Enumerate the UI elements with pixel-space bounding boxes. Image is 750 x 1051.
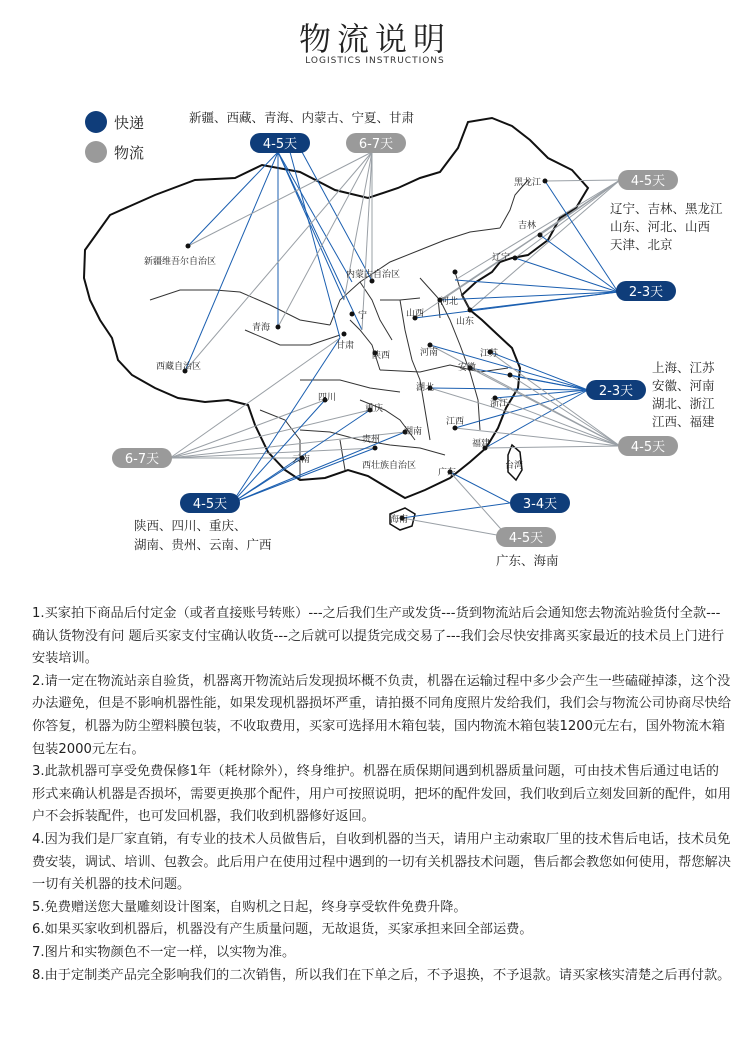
province-ningxia: 宁 [358, 311, 368, 321]
province-xizang: 西藏自治区 [156, 362, 202, 372]
region-southwest-list-1: 陕西、四川、重庆、 [134, 518, 247, 533]
badge-west-freight: 6-7天 [358, 137, 394, 152]
province-jiangsu: 江苏 [480, 349, 499, 359]
legend-freight-label: 物流 [114, 144, 145, 162]
page-title: 物流说明 [298, 20, 451, 58]
province-shandong: 山东 [456, 317, 475, 327]
province-hainan: 海南 [390, 515, 409, 525]
region-east-list-4: 江西、福建 [652, 414, 715, 429]
region-southwest-list-2: 湖南、贵州、云南、广西 [134, 537, 272, 552]
province-guangdong: 广东 [438, 468, 457, 478]
province-yunnan: 云南 [292, 455, 311, 465]
province-hubei: 湖北 [416, 383, 435, 393]
note-item: 8.由于定制类产品完全影响我们的二次销售，所以我们在下单之后，不予退换，不予退款。请买家核实清楚之后再付款。 [32, 967, 731, 983]
province-guangxi: 西壮族自治区 [362, 461, 417, 471]
note-item: 1.买家拍下商品后付定金（或者直接账号转账）---之后我们生产或发货---货到物流站后会通知您去物流站验货付全款---确认货物没有问 题后买家支付宝确认收货---之后就可以提货完成交易了---我们会尽快安排离买家最近的技术员上门进行安装培训。 [32, 606, 725, 667]
province-sichuan: 四川 [318, 393, 337, 403]
province-hunan: 湖南 [404, 427, 423, 437]
legend-freight-dot [85, 141, 107, 163]
province-liaoning: 辽宁 [492, 253, 511, 263]
province-xinjiang: 新疆维吾尔自治区 [144, 257, 217, 267]
region-northeast-list-2: 山东、河北、山西 [610, 219, 711, 234]
province-guizhou: 贵州 [362, 435, 381, 445]
region-east-list-3: 湖北、浙江 [652, 396, 715, 411]
region-northeast-list-1: 辽宁、吉林、黑龙江 [610, 201, 723, 216]
badge-northeast-express: 2-3天 [628, 285, 664, 300]
province-taiwan: 台湾 [505, 461, 524, 471]
note-item: 4.因为我们是厂家直销，有专业的技术人员做售后，自收到机器的当天，请用户主动索取厂里的技术售后电话，技术员免费安装，调试、培训、包教会。此后用户在使用过程中遇到的一切有关机器技术问题，售后都会教您如何使用，帮您解决一切有关机器的技术问题。 [32, 831, 731, 893]
note-item: 3.此款机器可享受免费保修1年（耗材除外），终身维护。机器在质保期间遇到机器质量问题，可由技术售后通过电话的形式来确认机器是否损坏，需要更换那个配件，用户可按照说明，把坏的配件发回，我们收到后立刻发回新的配件，如用户不会拆装配件，也可发回机器，我们收到机器修好返回。 [32, 764, 731, 825]
note-item: 7.图片和实物颜色不一定一样，以实物为准。 [32, 944, 296, 960]
province-jilin: 吉林 [518, 221, 537, 231]
badge-east-express: 2-3天 [598, 384, 634, 399]
region-east-list-1: 上海、江苏 [652, 360, 715, 375]
province-heilongjiang: 黑龙江 [514, 178, 542, 188]
badge-south-express: 3-4天 [522, 497, 558, 512]
province-zhejiang: 浙江 [490, 399, 509, 409]
badge-south-freight: 4-5天 [508, 531, 544, 546]
province-fujian: 福建 [472, 439, 491, 449]
notes-list [32, 603, 732, 987]
province-qinghai: 青海 [252, 323, 271, 333]
china-logistics-map [0, 80, 750, 590]
province-shaanxi: 陕西 [372, 351, 391, 361]
note-item: 2.请一定在物流站亲自验货，机器离开物流站后发现损坏概不负责，机器在运输过程中多少会产生一些磕碰掉漆，这个没办法避免，但是不影响机器性能，如果发现机器损坏严重，请拍摄不同角度照片发给我们，我们会与物流公司协商尽快给你答复，机器为防尘塑料膜包装，不收取费用，买家可选择用木箱包装，国内物流木箱包装1200元左右，国外物流木箱包装2000元左右。 [32, 673, 731, 757]
badge-southwest-freight: 6-7天 [124, 452, 160, 467]
note-item: 6.如果买家收到机器后，机器没有产生质量问题，无故退货，买家承担来回全部运费。 [32, 922, 533, 938]
province-shanxi: 山西 [406, 309, 425, 319]
region-west-list: 新疆、西藏、青海、内蒙古、宁夏、甘肃 [189, 110, 415, 125]
province-chongqing: 重庆 [365, 404, 384, 414]
region-east-list-2: 安徽、河南 [652, 378, 715, 393]
legend-express-label: 快递 [114, 114, 145, 132]
province-gansu: 甘肃 [336, 341, 355, 351]
badge-southwest-express: 4-5天 [192, 497, 228, 512]
province-hebei: 河北 [440, 297, 459, 307]
province-anhui: 安徽 [458, 363, 477, 373]
region-south-list: 广东、海南 [496, 553, 559, 568]
province-henan: 河南 [420, 348, 439, 358]
region-northeast-list-3: 天津、北京 [610, 237, 673, 252]
badge-west-express: 4-5天 [262, 137, 298, 152]
badge-east-freight: 4-5天 [630, 440, 666, 455]
china-outline [84, 118, 588, 498]
legend-express-dot [85, 111, 107, 133]
province-neimenggu: 内蒙古自治区 [346, 270, 401, 280]
badge-northeast-freight: 4-5天 [630, 174, 666, 189]
note-item: 5.免费赠送您大量雕刻设计图案，自购机之日起，终身享受软件免费升降。 [32, 899, 467, 915]
page-subtitle: LOGISTICS INSTRUCTIONS [305, 56, 445, 66]
province-jiangxi: 江西 [446, 417, 465, 427]
legend [85, 111, 144, 163]
